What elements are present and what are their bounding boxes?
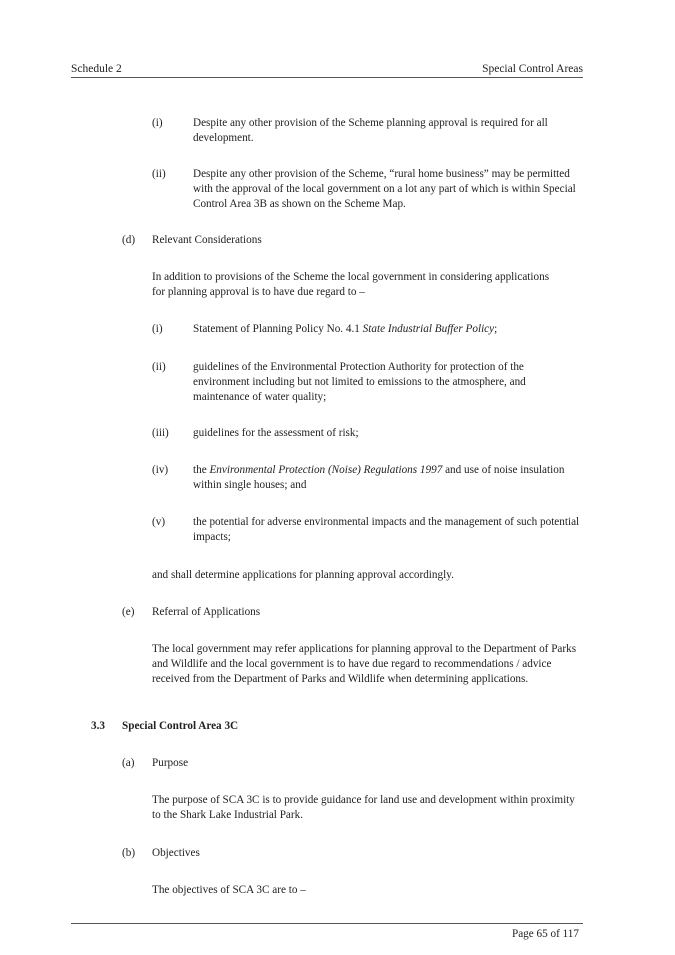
item-number: (i) (152, 323, 163, 335)
item-text: guidelines of the Environmental Protection Authority for protection of the environment including but not limited to emissions to the atmosphere, and maintenance of water quality; (193, 361, 526, 403)
paragraph: The objectives of SCA 3C are to – (152, 884, 306, 896)
paragraph: In addition to provisions of the Scheme the local government in considering applications for planning approval is to have due regard to – (152, 271, 550, 298)
item-text: Despite any other provision of the Scheme planning approval is required for all development. (193, 117, 548, 144)
item-number: (ii) (152, 168, 166, 180)
subsection-number: (e) (122, 606, 135, 618)
subsection-title: Objectives (152, 847, 200, 859)
paragraph: The local government may refer applications for planning approval to the Department of Parks and Wildlife and the local government is to have due regard to recommendations / advice received from the Department of Parks and Wildlife when determining applications. (152, 643, 577, 685)
item-text: Despite any other provision of the Scheme, “rural home business” may be permitted with the approval of the local government on a lot any part of which is within Special Control Area 3B as shown on the Scheme Map. (193, 168, 576, 210)
subsection-number: (b) (122, 847, 136, 859)
item-number: (iii) (152, 427, 169, 439)
item-text: the potential for adverse environmental impacts and the management of such potential impacts; (193, 516, 580, 543)
footer-rule (71, 923, 583, 924)
section-title: Special Control Area 3C (122, 720, 239, 732)
section-number: 3.3 (91, 720, 105, 732)
item-number: (ii) (152, 361, 166, 373)
subsection-number: (a) (122, 757, 135, 769)
header-right: Special Control Areas (482, 63, 583, 75)
subsection-title: Referral of Applications (152, 606, 261, 618)
subsection-title: Relevant Considerations (152, 234, 262, 246)
paragraph: The purpose of SCA 3C is to provide guidance for land use and development within proximity to the Shark Lake Industrial Park. (152, 794, 575, 821)
page-number: Page 65 of 117 (511, 928, 579, 940)
item-number: (v) (152, 516, 166, 528)
header-rule (71, 77, 583, 78)
item-number: (i) (152, 117, 163, 129)
subsection-title: Purpose (152, 757, 189, 769)
item-text: the Environmental Protection (Noise) Regulations 1997 and use of noise insulation within single houses; and (193, 464, 565, 491)
subsection-number: (d) (122, 234, 136, 246)
item-number: (iv) (152, 464, 169, 476)
header-left: Schedule 2 (71, 63, 122, 75)
item-text: Statement of Planning Policy No. 4.1 State Industrial Buffer Policy; (193, 323, 498, 335)
paragraph: and shall determine applications for planning approval accordingly. (152, 569, 454, 581)
item-text: guidelines for the assessment of risk; (193, 427, 359, 439)
